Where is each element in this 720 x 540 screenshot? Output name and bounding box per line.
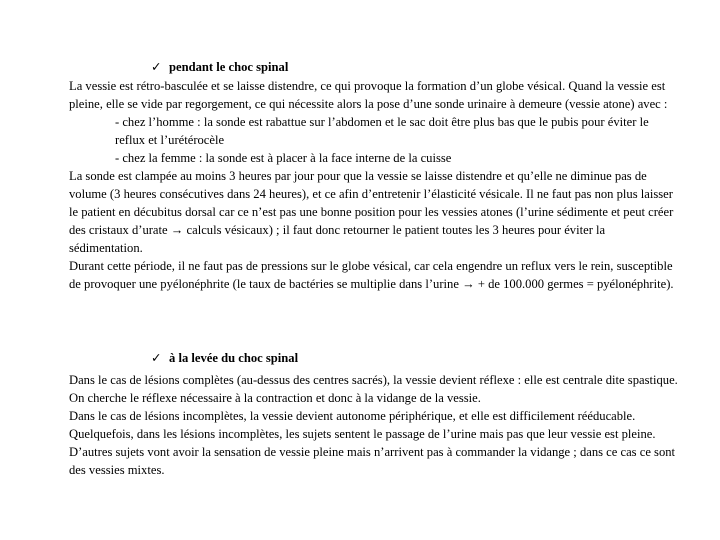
list-item-femme: - chez la femme : la sonde est à placer à la face interne de la cuisse xyxy=(115,151,452,165)
section-heading-text: à la levée du choc spinal xyxy=(169,351,299,365)
paragraph-text: + de 100.000 germes = pyélonéphrite). xyxy=(477,277,674,291)
section-heading-text: pendant le choc spinal xyxy=(169,60,289,74)
checkmark-icon: ✓ xyxy=(151,60,162,74)
section-body-levee-choc xyxy=(69,371,681,479)
arrow-right-icon: → xyxy=(462,277,475,291)
paragraph-text: calculs vésicaux) ; il faut donc retourner le patient toutes les 3 heures pour éviter la sédimentation. xyxy=(69,223,606,255)
paragraph xyxy=(69,167,681,257)
paragraph: La vessie est rétro-basculée et se laisse distendre, ce qui provoque la formation d’un globe vésical. Quand la vessie est pleine, elle se vide par regorgement, ce qui nécessite alors la pose d’une sonde urinaire à demeure (vessie atone) avec : xyxy=(69,79,668,111)
paragraph xyxy=(69,257,681,293)
arrow-right-icon: → xyxy=(170,223,184,237)
paragraph: Dans le cas de lésions complètes (au-dessus des centres sacrés), la vessie devient réflexe : elle est centrale dite spastique. On cherche le réflexe nécessaire à la contraction et donc à la vidange de la vessie. xyxy=(69,373,678,405)
paragraph-text: La sonde est clampée au moins 3 heures par jour pour que la vessie se laisse distendre et qu’elle ne diminue pas de volume (3 heures consécutives dans 24 heures), et ce afin d’entretenir l’élasticité vésicale. Il ne faut pas non plus laisser le patient en décubitus dorsal car ce n’est pas une bonne position pour les vessies atones (l’urine sédimente et peut créer des cristaux d’urate xyxy=(69,169,674,237)
list-item-homme: - chez l’homme : la sonde est rabattue sur l’abdomen et le sac doit être plus bas que le pubis pour éviter le reflux et l’urétérocèle xyxy=(115,115,649,147)
section-heading-levee-choc xyxy=(151,349,298,367)
paragraph: Dans le cas de lésions incomplètes, la vessie devient autonome périphérique, et elle est difficilement rééducable. Quelquefois, dans les lésions incomplètes, les sujets sentent le passage de l’urine mais pas que leur vessie est pleine. D’autres sujets vont avoir la sensation de vessie pleine mais n’arrivent pas à commander la vidange ; dans ce cas ce sont des vessies mixtes. xyxy=(69,409,676,477)
checkmark-icon: ✓ xyxy=(151,351,162,365)
paragraph-text: Durant cette période, il ne faut pas de pressions sur le globe vésical, car cela engendre un reflux vers le rein, susceptible de provoquer une pyélonéphrite (le taux de bactéries se multiplie dans l’urine xyxy=(69,259,673,291)
section-body-choc-spinal xyxy=(69,77,681,293)
section-heading-choc-spinal xyxy=(151,58,288,76)
